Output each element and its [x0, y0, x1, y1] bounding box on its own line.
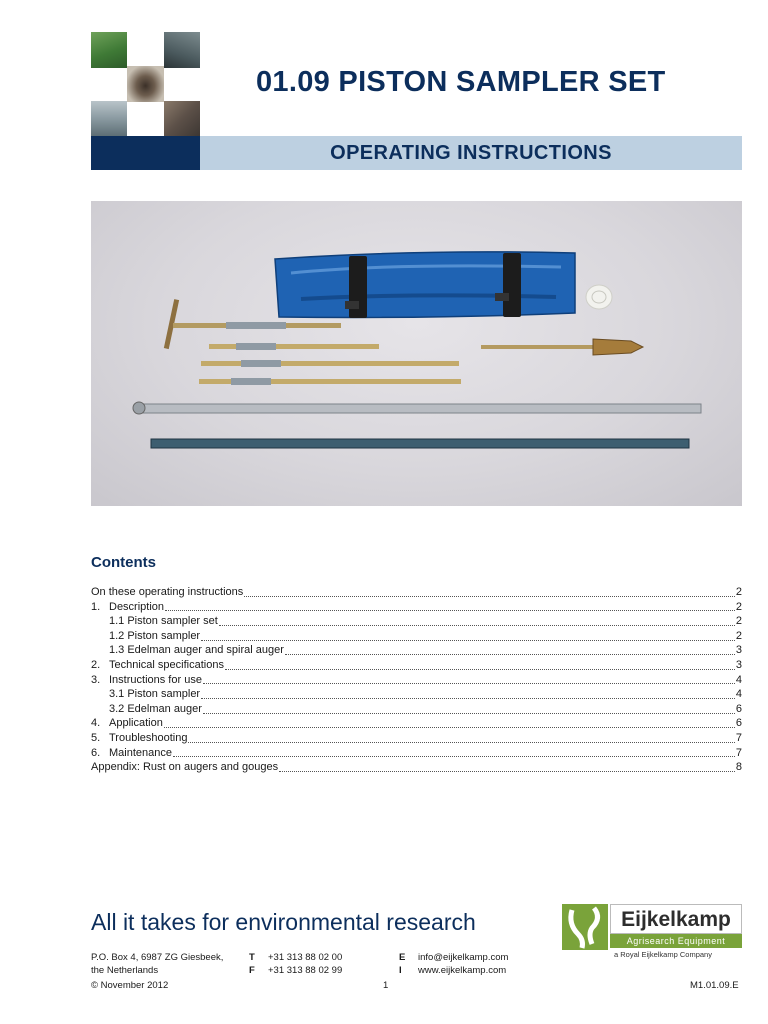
toc-entry-number: 1.: [91, 600, 101, 613]
toc-entry-page: 6: [735, 702, 742, 715]
web-key: I: [399, 965, 402, 976]
toc-entry-page: 2: [735, 586, 742, 598]
toc-entry[interactable]: [91, 600, 742, 615]
toc-entry[interactable]: [91, 702, 742, 717]
toc-entry-page: 2: [735, 615, 742, 628]
toc-entry-label: [91, 746, 172, 761]
toc-entry[interactable]: [91, 716, 742, 731]
toc-dot-leader: [225, 659, 735, 670]
toc-entry-title: Application: [109, 717, 163, 730]
document-title: 01.09 PISTON SAMPLER SET: [256, 66, 666, 98]
product-photo: [91, 201, 742, 506]
toc-entry-label: [91, 643, 284, 658]
toc-dot-leader: [201, 688, 735, 699]
footer-contact: [399, 951, 508, 977]
toc-entry-label: [91, 687, 200, 702]
document-code: M1.01.09.E: [690, 980, 739, 991]
fax-key: F: [249, 965, 255, 976]
toc-entry[interactable]: [91, 658, 742, 673]
header-photo-equipment: [164, 32, 200, 68]
toc-entry-label: [91, 600, 164, 615]
header-navy-block: [91, 136, 200, 170]
copyright: © November 2012: [91, 980, 169, 991]
toc-entry-label: [91, 673, 202, 688]
toc-dot-leader: [285, 644, 735, 655]
toc-entry[interactable]: [91, 746, 742, 761]
website-link[interactable]: www.eijkelkamp.com: [418, 965, 507, 976]
header-photo-soil-sample: [127, 66, 164, 102]
toc-entry-title: 1.3 Edelman auger and spiral auger: [109, 644, 284, 657]
toc-entry-title: On these operating instructions: [91, 586, 244, 598]
logo-wordmark: Eijkelkamp: [610, 904, 742, 934]
toc-entry-title: Maintenance: [109, 746, 172, 759]
email-key: E: [399, 952, 406, 963]
toc-entry-title: Troubleshooting: [109, 731, 188, 744]
toc-dot-leader: [244, 586, 735, 597]
toc-entry-title: Appendix: Rust on augers and gouges: [91, 761, 279, 774]
toc-entry-label: [91, 716, 163, 731]
phone-number: +31 313 88 02 00: [268, 952, 343, 963]
toc-entry-label: [91, 614, 218, 629]
contents-heading: Contents: [91, 554, 156, 571]
toc-entry-page: 2: [735, 629, 742, 642]
address-line-2: the Netherlands: [91, 965, 159, 976]
page-number: 1: [383, 980, 389, 991]
toc-entry-page: 6: [735, 717, 742, 730]
toc-entry-label: [91, 731, 187, 746]
toc-entry[interactable]: [91, 585, 742, 600]
toc-dot-leader: [203, 703, 735, 714]
toc-dot-leader: [165, 600, 735, 611]
table-of-contents: [91, 585, 742, 775]
email-link[interactable]: info@eijkelkamp.com: [418, 952, 509, 963]
toc-dot-leader: [164, 717, 735, 728]
toc-entry[interactable]: [91, 687, 742, 702]
toc-dot-leader: [203, 673, 735, 684]
toc-entry-title: 3.1 Piston sampler: [109, 688, 201, 701]
toc-entry[interactable]: [91, 731, 742, 746]
toc-dot-leader: [201, 630, 735, 641]
toc-entry-number: 3.: [91, 673, 101, 686]
document-subtitle: OPERATING INSTRUCTIONS: [330, 142, 612, 164]
toc-entry-number: 2.: [91, 658, 101, 671]
toc-entry-label: [91, 702, 202, 717]
toc-dot-leader: [173, 746, 735, 757]
toc-entry-page: 4: [735, 673, 742, 686]
toc-entry[interactable]: [91, 673, 742, 688]
header-photo-instrument: [164, 101, 200, 136]
toc-entry-number: 4.: [91, 717, 101, 730]
header-photo-field-work: [91, 32, 127, 68]
logo-subline: Agrisearch Equipment: [610, 934, 742, 948]
logo-royal-line: a Royal Eijkelkamp Company: [614, 950, 712, 959]
toc-entry[interactable]: [91, 614, 742, 629]
toc-entry[interactable]: [91, 629, 742, 644]
toc-entry-title: 1.1 Piston sampler set: [109, 615, 218, 628]
toc-dot-leader: [188, 732, 734, 743]
eijkelkamp-logo: [562, 904, 742, 959]
toc-entry-page: 4: [735, 688, 742, 701]
logo-mark-icon: [562, 904, 608, 950]
toc-dot-leader: [279, 761, 735, 772]
toc-entry-page: 8: [735, 761, 742, 774]
toc-entry[interactable]: [91, 643, 742, 658]
toc-entry-page: 7: [735, 731, 742, 744]
toc-entry-page: 3: [735, 658, 742, 671]
phone-key: T: [249, 952, 255, 963]
toc-entry-page: 2: [735, 600, 742, 613]
footer-tagline: All it takes for environmental research: [91, 909, 476, 935]
toc-entry-page: 7: [735, 746, 742, 759]
footer-phones: [249, 951, 342, 977]
address-line-1: P.O. Box 4, 6987 ZG Giesbeek,: [91, 952, 224, 963]
toc-entry-label: [91, 658, 224, 673]
piston-sampler-set-illustration: [91, 201, 742, 506]
toc-entry-title: Instructions for use: [109, 673, 202, 686]
toc-entry-number: 6.: [91, 746, 101, 759]
toc-entry-page: 3: [735, 644, 742, 657]
toc-entry-label: [91, 585, 243, 600]
fax-number: +31 313 88 02 99: [268, 965, 343, 976]
toc-entry-title: 1.2 Piston sampler: [109, 629, 201, 642]
toc-entry-title: Description: [109, 600, 165, 613]
toc-dot-leader: [219, 615, 735, 626]
toc-entry-number: 5.: [91, 731, 101, 744]
toc-entry-title: 3.2 Edelman auger: [109, 702, 202, 715]
toc-entry-title: Technical specifications: [109, 658, 224, 671]
toc-entry[interactable]: [91, 760, 742, 775]
header-photo-lab: [91, 101, 127, 136]
footer-address: [91, 951, 223, 977]
toc-entry-label: [91, 760, 278, 775]
toc-entry-label: [91, 629, 200, 644]
